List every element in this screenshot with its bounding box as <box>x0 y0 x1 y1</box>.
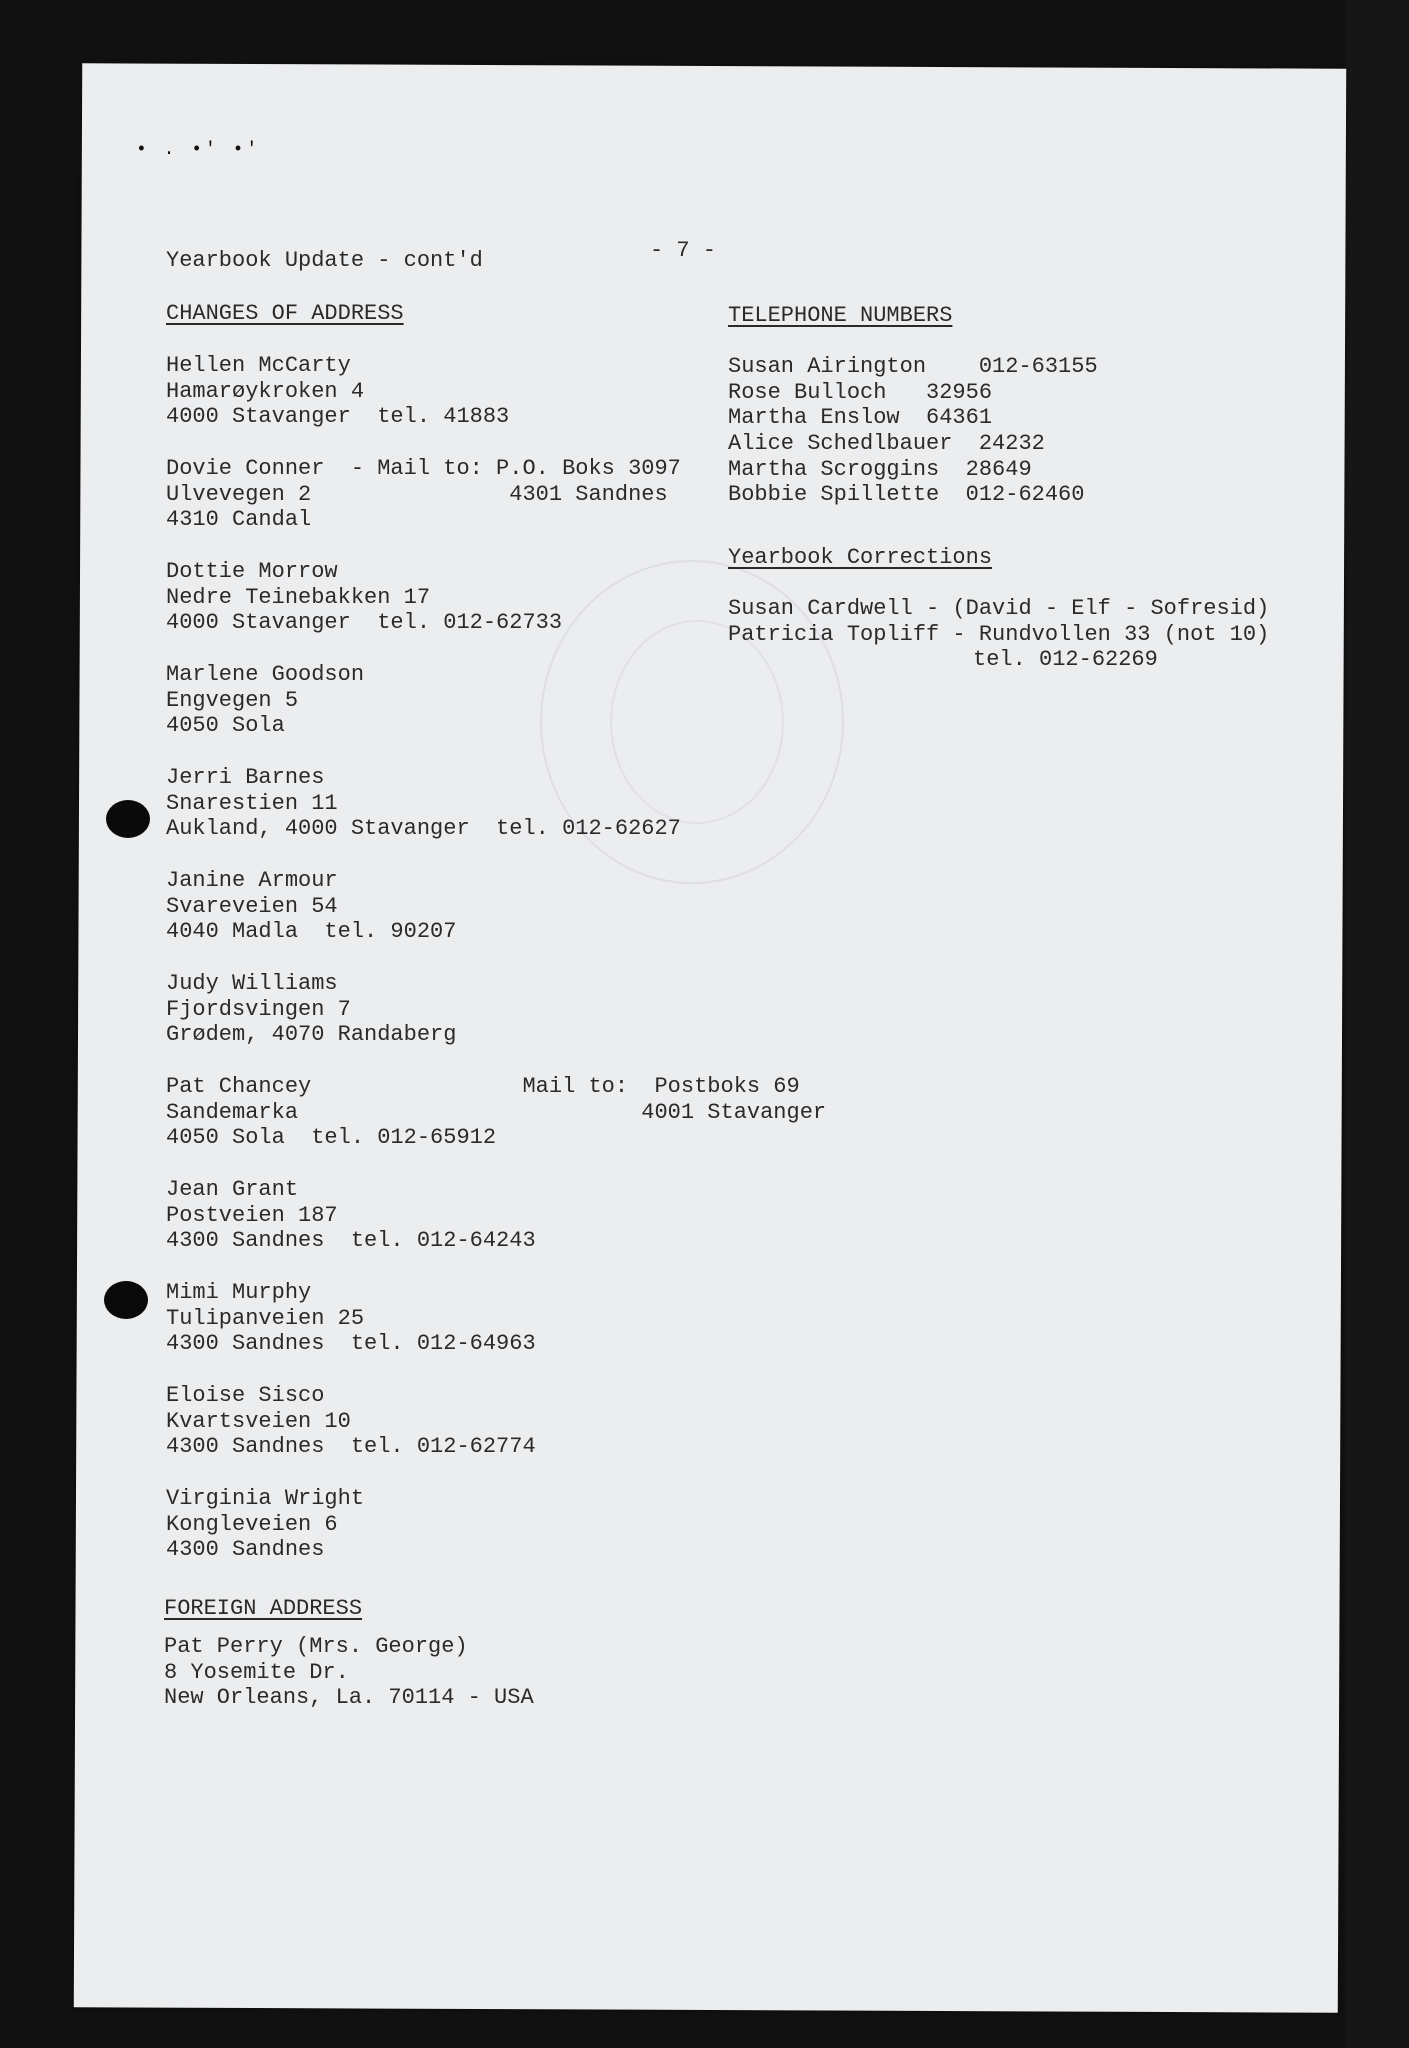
telephone-line: Alice Schedlbauer 24232 <box>728 431 1045 456</box>
correction-line: tel. 012-62269 <box>973 647 1158 672</box>
entry-line: 4050 Sola <box>166 713 285 738</box>
telephone-line: Bobbie Spillette 012-62460 <box>728 482 1085 507</box>
changes-of-address-heading: CHANGES OF ADDRESS <box>166 301 404 326</box>
telephone-line: Martha Enslow 64361 <box>728 405 993 430</box>
entry-line: Dovie Conner - Mail to: P.O. Boks 3097 <box>166 456 681 481</box>
entry-line: Jean Grant <box>166 1177 299 1202</box>
yearbook-corrections-heading: Yearbook Corrections <box>728 545 993 570</box>
foreign-address-line: Pat Perry (Mrs. George) <box>164 1634 468 1659</box>
telephone-line: Martha Scroggins 28649 <box>728 457 1032 482</box>
telephone-numbers-heading: TELEPHONE NUMBERS <box>728 303 953 328</box>
entry-line: Engvegen 5 <box>166 688 299 713</box>
entry-line: Grødem, 4070 Randaberg <box>166 1022 457 1047</box>
entry-line: Jerri Barnes <box>166 765 325 790</box>
entry-line: Fjordsvingen 7 <box>166 997 351 1022</box>
entry-line: 4040 Madla tel. 90207 <box>166 919 457 944</box>
correction-line: Susan Cardwell - (David - Elf - Sofresid) <box>728 596 1270 621</box>
entry-line: Postveien 187 <box>166 1203 338 1228</box>
entry-line: Ulvevegen 2 4301 Sandnes <box>166 482 668 507</box>
entry-line: 4310 Candal <box>166 507 312 532</box>
entry-line: Hamarøykroken 4 <box>166 379 365 404</box>
telephone-line: Susan Airington 012-63155 <box>728 354 1098 379</box>
entry-line: 4000 Stavanger tel. 012-62733 <box>166 610 563 635</box>
entry-line: 4300 Sandnes <box>166 1537 325 1562</box>
punch-hole <box>104 1281 148 1319</box>
entry-line: 4000 Stavanger tel. 41883 <box>166 404 510 429</box>
entry-line: Pat Chancey Mail to: Postboks 69 <box>166 1074 800 1099</box>
telephone-line: Rose Bulloch 32956 <box>728 380 993 405</box>
entry-line: 4300 Sandnes tel. 012-64963 <box>166 1331 536 1356</box>
correction-line: Patricia Topliff - Rundvollen 33 (not 10) <box>728 622 1270 647</box>
entry-line: Eloise Sisco <box>166 1383 325 1408</box>
entry-line: Sandemarka 4001 Stavanger <box>166 1100 827 1125</box>
ink-specks: • . •' •' <box>136 140 261 160</box>
foreign-address-heading: FOREIGN ADDRESS <box>164 1596 363 1621</box>
entry-line: Kvartsveien 10 <box>166 1409 351 1434</box>
entry-line: Svareveien 54 <box>166 894 338 919</box>
entry-line: Tulipanveien 25 <box>166 1306 365 1331</box>
entry-line: Nedre Teinebakken 17 <box>166 585 431 610</box>
entry-line: Janine Armour <box>166 868 338 893</box>
entry-line: Snarestien 11 <box>166 791 338 816</box>
foreign-address-line: 8 Yosemite Dr. <box>164 1660 349 1685</box>
faint-stamp-inner <box>610 620 784 824</box>
entry-line: Judy Williams <box>166 971 338 996</box>
entry-line: Dottie Morrow <box>166 559 338 584</box>
entry-line: Kongleveien 6 <box>166 1512 338 1537</box>
entry-line: 4300 Sandnes tel. 012-62774 <box>166 1434 536 1459</box>
entry-line: Aukland, 4000 Stavanger tel. 012-62627 <box>166 816 681 841</box>
page-number: - 7 - <box>650 238 717 263</box>
punch-hole <box>106 800 150 838</box>
entry-line: 4050 Sola tel. 012-65912 <box>166 1125 497 1150</box>
header-title: Yearbook Update - cont'd <box>166 248 483 273</box>
entry-line: Marlene Goodson <box>166 662 365 687</box>
entry-line: Mimi Murphy <box>166 1280 312 1305</box>
foreign-address-line: New Orleans, La. 70114 - USA <box>164 1685 534 1710</box>
entry-line: Hellen McCarty <box>166 353 351 378</box>
entry-line: 4300 Sandnes tel. 012-64243 <box>166 1228 536 1253</box>
entry-line: Virginia Wright <box>166 1486 365 1511</box>
